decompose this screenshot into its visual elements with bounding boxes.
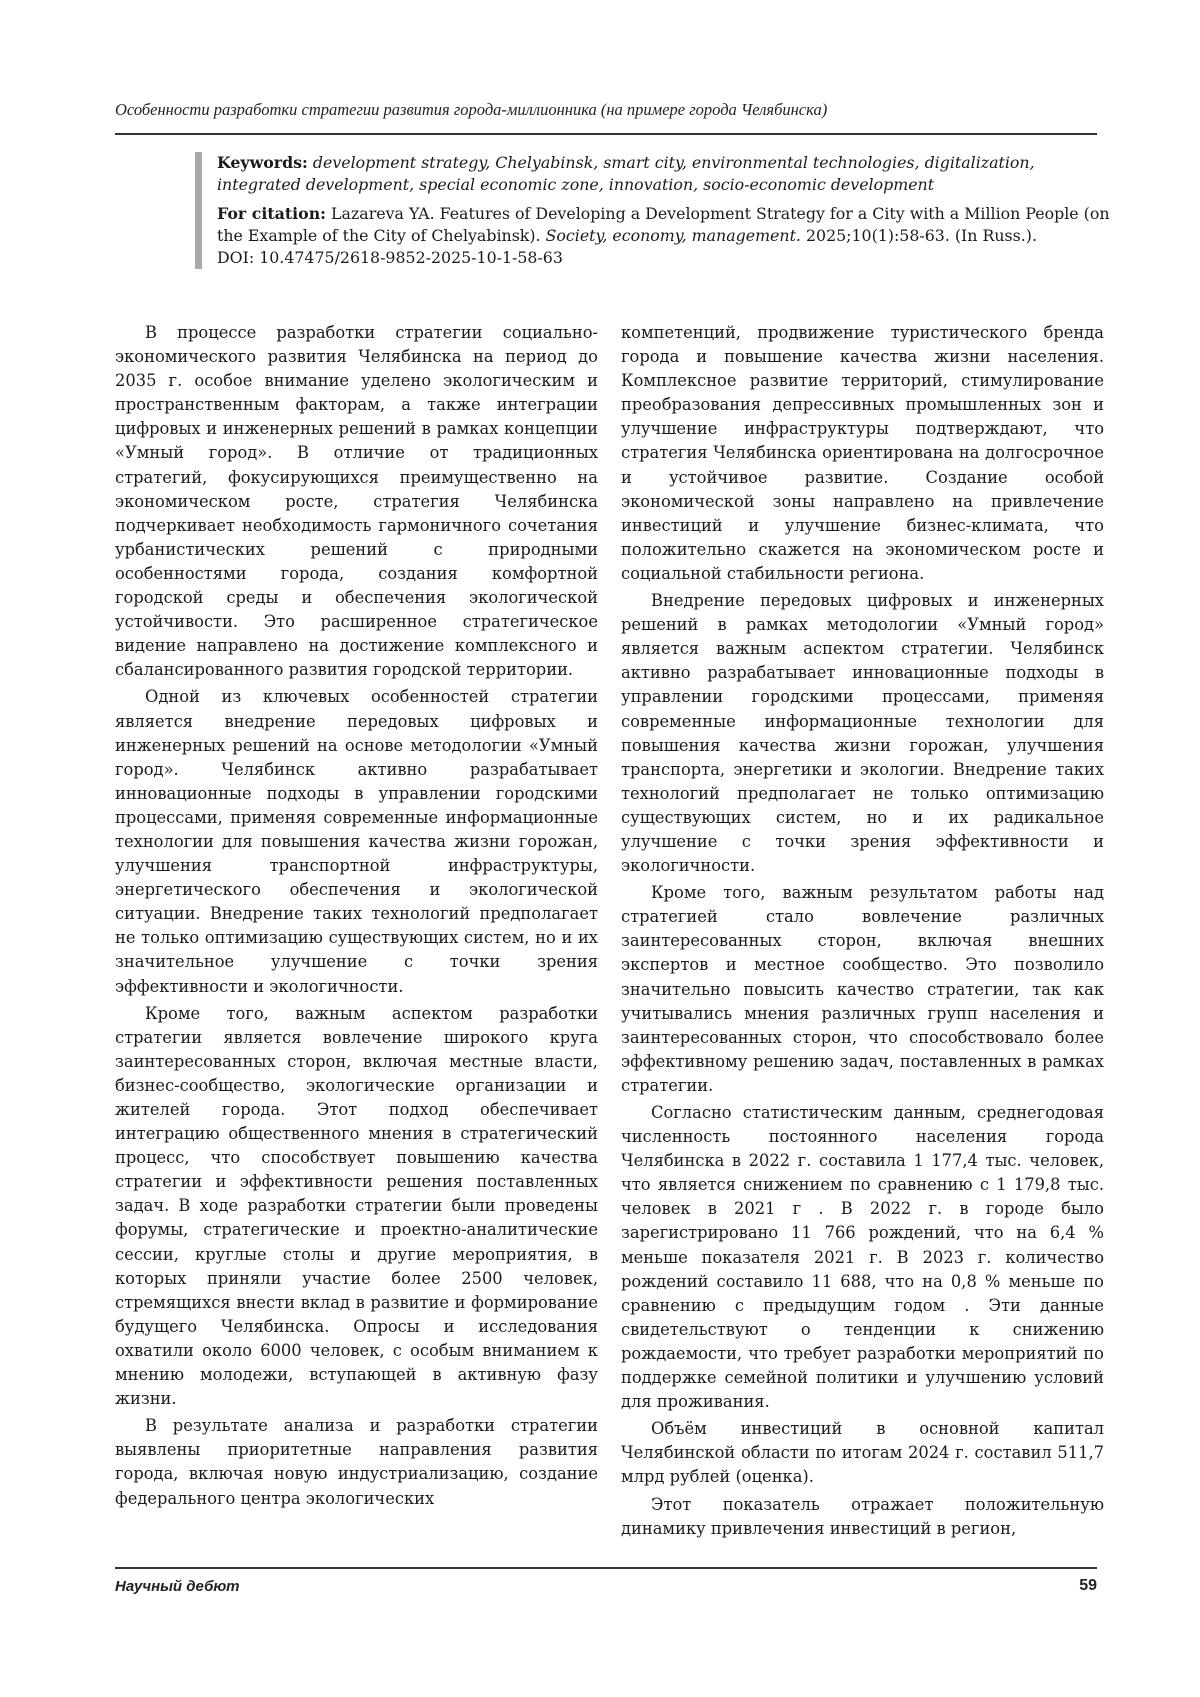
- footer-journal-name: Научный дебют: [115, 1578, 240, 1595]
- footer-rule: [115, 1567, 1097, 1569]
- citation-lead: Lazareva YA. Features of Developing a Development Strategy for a City with a Million People (on the Example of the City of Chelyabinsk).: [217, 204, 1110, 245]
- header-rule: [115, 133, 1097, 135]
- keywords: [217, 152, 1117, 196]
- paragraph: Кроме того, важным аспектом разработки стратегии является вовлечение широкого круга заинтересованных сторон, включая местные власти, бизнес-сообщество, экологические организации и жителей города. Этот подход обеспечивает интеграцию общественного мнения в стратегический процесс, что способствует повышению качества стратегии и эффективности решения поставленных задач. В ходе разработки стратегии были проведены форумы, стратегические и проектно-аналитические сессии, круглые столы и другие мероприятия, в которых приняли участие более 2500 человек, стремящихся внести вклад в развитие и формирование будущего Челябинска. Опросы и исследования охватили около 6000 человек, с особым вниманием к мнению молодежи, вступающей в активную фазу жизни.: [115, 1003, 598, 1409]
- paragraph-continued: компетенций, продвижение туристического бренда города и повышение качества жизни населения. Комплексное развитие территорий, стимулирование преобразования депрессивных промышленных зон и улучшение инфраструктуры подтверждают, что стратегия Челябинска ориентирована на долгосрочное и устойчивое развитие. Создание особой экономической зоны направлено на привлечение инвестиций и улучшение бизнес-климата, что положительно скажется на экономическом росте и социальной стабильности региона.: [621, 323, 1104, 583]
- paragraph: Внедрение передовых цифровых и инженерных решений в рамках методологии «Умный город» является важным аспектом стратегии. Челябинск активно разрабатывает инновационные подходы в управлении городскими процессами, применяя современные информационные технологии для повышения качества жизни горожан, улучшения транспорта, энергетики и экологии. Внедрение таких технологий предполагает не только оптимизацию существующих систем, но и их радикальное улучшение с точки зрения эффективности и экологичности.: [621, 591, 1104, 876]
- citation-journal: Society, economy, management.: [545, 226, 801, 245]
- paragraph: Одной из ключевых особенностей стратегии является внедрение передовых цифровых и инженерных решений на основе методологии «Умный город». Челябинск активно разрабатывает инновационные подходы в управлении городскими процессами, применяя современные информационные технологии для повышения качества жизни горожан, улучшения транспортной инфраструктуры, энергетического обеспечения и экологической ситуации. Внедрение таких технологий предполагает не только оптимизацию существующих систем, но и их значительное улучшение с точки зрения эффективности и экологичности.: [115, 687, 598, 996]
- citation: [217, 203, 1117, 269]
- article-meta-block: [195, 152, 1117, 269]
- paragraph: Согласно статистическим данным, среднегодовая численность постоянного населения города Челябинска в 2022 г. составила 1 177,4 тыс. человек, что является снижением по сравнению с 1 179,8 тыс. человек в 2021 г . В 2022 г. в городе было зарегистрировано 11 766 рождений, что на 6,4 % меньше показателя 2021 г. В 2023 г. количество рождений составило 11 688, что на 0,8 % меньше по сравнению с предыдущим годом . Эти данные свидетельствуют о тенденции к снижению рождаемости, что требует разработки мероприятий по поддержке семейной политики и улучшению условий для проживания.: [621, 1103, 1104, 1412]
- citation-doi: DOI: 10.47475/2618-9852-2025-10-1-58-63: [217, 248, 563, 267]
- paragraph: Кроме того, важным результатом работы над стратегией стало вовлечение различных заинтересованных сторон, включая внешних экспертов и местное сообщество. Это позволило значительно повысить качество стратегии, так как учитывались мнения различных групп населения и заинтересованных сторон, что способствовало более эффективному решению задач, поставленных в рамках стратегии.: [621, 883, 1104, 1095]
- keywords-text: development strategy, Chelyabinsk, smart city, environmental technologies, digitalization, integrated development, special economic zone, innovation, socio-economic development: [217, 153, 1035, 194]
- keywords-label: Keywords:: [217, 153, 308, 172]
- citation-tail: 2025;10(1):58-63. (In Russ.).: [805, 226, 1037, 245]
- paragraph: В результате анализа и разработки стратегии выявлены приоритетные направления развития города, включая новую индустриализацию, создание федерального центра экологических: [115, 1416, 598, 1508]
- paragraph: Объём инвестиций в основной капитал Челябинской области по итогам 2024 г. составил 511,7 млрд рублей (оценка).: [621, 1419, 1104, 1487]
- paragraph: Этот показатель отражает положительную динамику привлечения инвестиций в регион,: [621, 1494, 1104, 1538]
- page-number: 59: [1079, 1577, 1097, 1594]
- running-title: Особенности разработки стратегии развития города-миллионника (на примере города Челябинска): [115, 100, 828, 119]
- paragraph: В процессе разработки стратегии социально-экономического развития Челябинска на период до 2035 г. особое внимание уделено экологическим и пространственным факторам, а также интеграции цифровых и инженерных решений в рамках концепции «Умный город». В отличие от традиционных стратегий, фокусирующихся преимущественно на экономическом росте, стратегия Челябинска подчеркивает необходимость гармоничного сочетания урбанистических решений с природными особенностями города, создания комфортной городской среды и обеспечения экологической устойчивости. Это расширенное стратегическое видение направлено на достижение комплексного и сбалансированного развития городской территории.: [115, 323, 598, 680]
- body-column-right: [621, 321, 1104, 1541]
- body-column-left: [115, 321, 598, 1511]
- citation-label: For citation:: [217, 204, 327, 223]
